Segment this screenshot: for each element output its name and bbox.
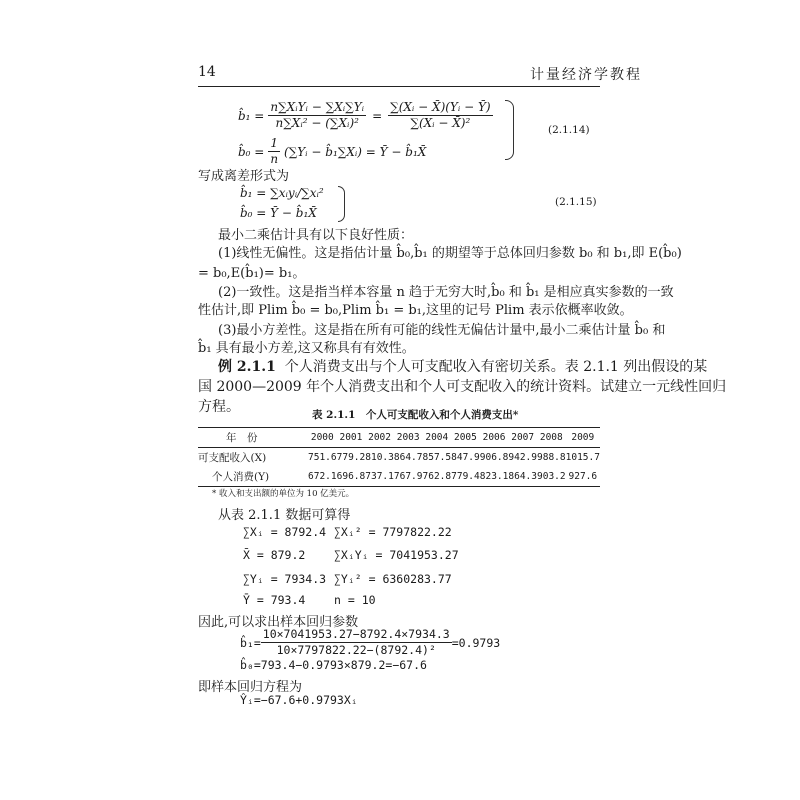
equation-2-1-14-line2: [238, 136, 426, 167]
stat-sum-y: ∑Yᵢ = 7934.3: [243, 572, 327, 586]
table-cell: 988.8: [537, 452, 566, 463]
page-number: 14: [198, 64, 216, 80]
paragraph: 即样本回归方程为: [198, 680, 303, 695]
table-header-cell: 2005: [453, 432, 477, 443]
table-header-label: 年 份: [226, 432, 258, 444]
fraction-numerator: n∑XᵢYᵢ − ∑Xᵢ∑Yᵢ: [270, 100, 365, 114]
fraction-denominator: n∑Xᵢ² − (∑Xᵢ)²: [275, 116, 359, 130]
table-row: [198, 448, 600, 468]
stat-sum-xy: ∑XᵢYᵢ = 7041953.27: [334, 548, 459, 562]
equation-2-1-14-line1: [238, 100, 493, 131]
table-cell: 762.8: [422, 471, 452, 482]
equation-2-1-15-line1: b̂₁ = ∑xᵢyᵢ/∑xᵢ²: [240, 186, 324, 200]
table-cell: 903.2: [537, 471, 566, 482]
fraction-numerator: 10×7041953.27−8792.4×7934.3: [262, 627, 450, 641]
table-header-row: [198, 428, 600, 448]
table-header-cell: 2004: [425, 432, 449, 443]
example-line3: 方程。: [198, 399, 240, 415]
book-title: 计量经济学教程: [530, 67, 642, 83]
property-3-line1: (3)最小方差性。这是指在所有可能的线性无偏估计量中,最小二乘估计量 b̂₀ 和: [218, 323, 666, 338]
paragraph: 写成离差形式为: [198, 169, 290, 184]
equation-2-1-15-line2: b̂₀ = Ȳ − b̂₁X̄: [240, 206, 317, 220]
b1-result: =0.9793: [451, 635, 501, 650]
stat-n: n = 10: [334, 593, 376, 607]
stat-mean-y: Ȳ = 793.4: [243, 593, 306, 607]
table-header-cell: 2002: [368, 432, 391, 443]
stat-sum-x: ∑Xᵢ = 8792.4: [243, 525, 327, 539]
table-cell: 1015.7: [565, 452, 600, 463]
table-cell: 864.3: [508, 471, 537, 482]
stat-sum-y2: ∑Yᵢ² = 6360283.77: [334, 572, 452, 586]
table-cell: 906.8: [479, 452, 509, 463]
b1-calculation: [240, 627, 500, 658]
brace: [338, 186, 345, 222]
example-text: 个人消费支出与个人可支配收入有密切关系。表 2.1.1 列出假设的某: [284, 359, 708, 375]
property-2-line1: (2)一致性。这是指当样本容量 n 趋于无穷大时,b̂₀ 和 b̂₁ 是相应真实参数的一致: [218, 285, 674, 300]
table-cell: 847.9: [451, 452, 480, 463]
property-1-line2: = b₀,E(b̂₁)= b₁。: [198, 266, 306, 281]
b0-calculation: b̂₀=793.4−0.9793×879.2=−67.6: [240, 658, 427, 672]
table-cell: 864.7: [393, 452, 423, 463]
table-cell: 779.4: [451, 471, 480, 482]
table-header-cell: 2006: [482, 432, 506, 443]
paragraph: 最小二乘估计具有以下良好性质：: [218, 228, 414, 243]
eq-fraction: [268, 100, 366, 131]
table-cell: 942.9: [508, 452, 537, 463]
table-header-cell: 2003: [396, 432, 420, 443]
table-header-cell: 2009: [571, 432, 595, 443]
table-footnote: * 收入和支出额的单位为 10 亿美元。: [212, 489, 355, 499]
table-cell: 927.6: [568, 471, 598, 482]
table-header-cell: 2008: [539, 432, 563, 443]
example-label: 例 2.1.1: [218, 359, 276, 375]
eq-sign: =: [372, 108, 383, 123]
row-label: 个人消费(Y): [212, 471, 270, 483]
header-rule: [198, 86, 600, 87]
table-row: [198, 467, 600, 487]
table-cell: 823.1: [479, 471, 509, 482]
table-cell: 810.3: [365, 452, 394, 463]
b1-fraction: [261, 627, 452, 658]
fraction-denominator: n: [270, 152, 279, 166]
table-cell: 767.9: [393, 471, 423, 482]
brace: [505, 100, 514, 160]
table-header-cell: 2007: [511, 432, 535, 443]
final-equation: Ŷᵢ=−67.6+0.9793Xᵢ: [240, 693, 358, 707]
table-cell: 672.1: [308, 471, 337, 482]
fraction-numerator: 1: [270, 136, 279, 150]
row-label: 可支配收入(X): [198, 452, 267, 464]
table-cell: 751.6: [308, 452, 337, 463]
table-cell: 857.5: [422, 452, 452, 463]
paragraph: 从表 2.1.1 数据可算得: [218, 508, 351, 523]
stat-sum-x2: ∑Xᵢ² = 7797822.22: [334, 525, 452, 539]
example-line2: 国 2000—2009 年个人消费支出和个人可支配收入的统计资料。试建立一元线性回归: [198, 379, 727, 395]
table-cell: 779.2: [336, 452, 366, 463]
table-caption: 表 2.1.1 个人可支配收入和个人消费支出*: [312, 409, 519, 421]
property-1-line1: (1)线性无偏性。这是指估计量 b̂₀,b̂₁ 的期望等于总体回归参数 b₀ 和 b₁,即 E(b̂₀): [218, 246, 682, 261]
eq-fraction: [388, 100, 492, 131]
table-header-cell: 2000: [310, 432, 334, 443]
fraction-numerator: ∑(Xᵢ − X̄)(Yᵢ − Ȳ): [390, 100, 491, 114]
example-line1: [218, 356, 707, 376]
fraction-denominator: ∑(Xᵢ − X̄)²: [410, 116, 471, 130]
eq-lhs: b̂₀ =: [238, 144, 265, 159]
table-cell: 696.8: [336, 471, 366, 482]
data-table: [198, 427, 600, 487]
property-3-line2: b̂₁ 具有最小方差,这又称具有有效性。: [198, 341, 415, 356]
paragraph: 因此,可以求出样本回归参数: [198, 615, 359, 630]
stat-mean-x: X̄ = 879.2: [243, 548, 306, 562]
property-2-line2: 性估计,即 Plim b̂₀ = b₀,Plim b̂₁ = b₁,这里的记号 Plim 表示依概率收敛。: [198, 303, 633, 318]
equation-number: (2.1.15): [555, 196, 597, 208]
eq-lhs: b̂₁ =: [238, 108, 265, 123]
eq-rhs: (∑Yᵢ − b̂₁∑Xᵢ) = Ȳ − b̂₁X̄: [284, 144, 427, 159]
equation-number: (2.1.14): [548, 124, 590, 136]
table-header-cell: 2001: [339, 432, 363, 443]
b1-lhs: b̂₁=: [240, 635, 261, 650]
fraction-denominator: 10×7797822.22−(8792.4)²: [276, 643, 436, 657]
table-cell: 737.1: [365, 471, 394, 482]
eq-fraction: [268, 136, 280, 167]
